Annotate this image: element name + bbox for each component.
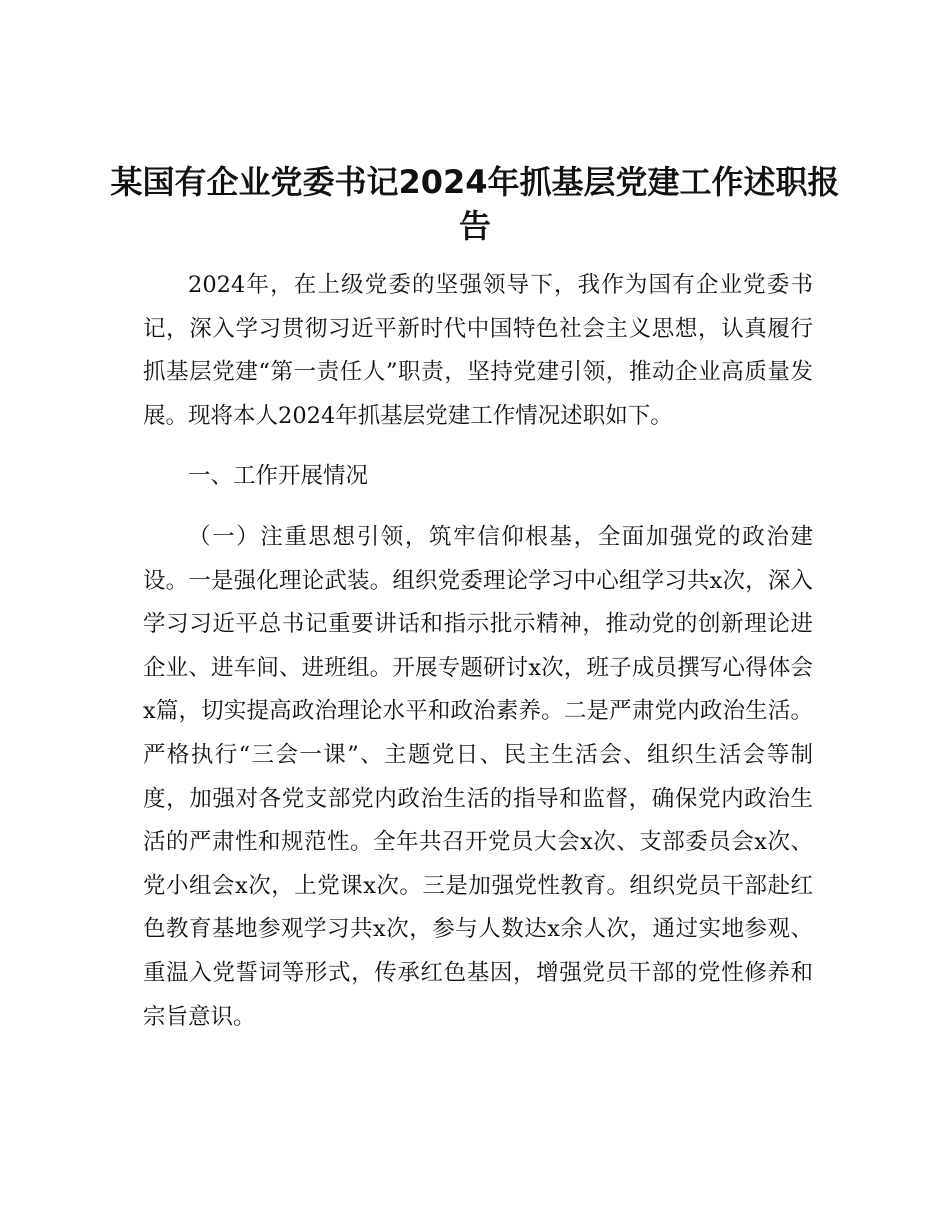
document-title: 某国有企业党委书记2024年抓基层党建工作述职报告 xyxy=(110,163,840,245)
paragraph-intro: 2024年，在上级党委的坚强领导下，我作为国有企业党委书记，深入学习贯彻习近平新时代中国特色社会主义思想，认真履行抓基层党建“第一责任人”职责，坚持党建引领，推动企业高质量发展。现将本人2024年抓基层党建工作情况述职如下。 xyxy=(143,272,813,429)
paragraph-section-1: （一）注重思想引领，筑牢信仰根基，全面加强党的政治建设。一是强化理论武装。组织党委理论学习中心组学习共x次，深入学习习近平总书记重要讲话和指示批示精神，推动党的创新理论进企业、进车间、进班组。开展专题研讨x次，班子成员撰写心得体会x篇，切实提高政治理论水平和政治素养。二是严肃党内政治生活。严格执行“三会一课”、主题党日、民主生活会、组织生活会等制度，加强对各党支部党内政治生活的指导和监督，确保党内政治生活的严肃性和规范性。全年共召开党员大会x次、支部委员会x次、党小组会x次，上党课x次。三是加强党性教育。组织党员干部赴红色教育基地参观学习共x次，参与人数达x余人次，通过实地参观、重温入党誓词等形式，传承红色基因，增强党员干部的党性修养和宗旨意识。 xyxy=(143,523,813,1030)
section-heading: 一、工作开展情况 xyxy=(188,463,369,490)
document-body xyxy=(143,264,813,1056)
